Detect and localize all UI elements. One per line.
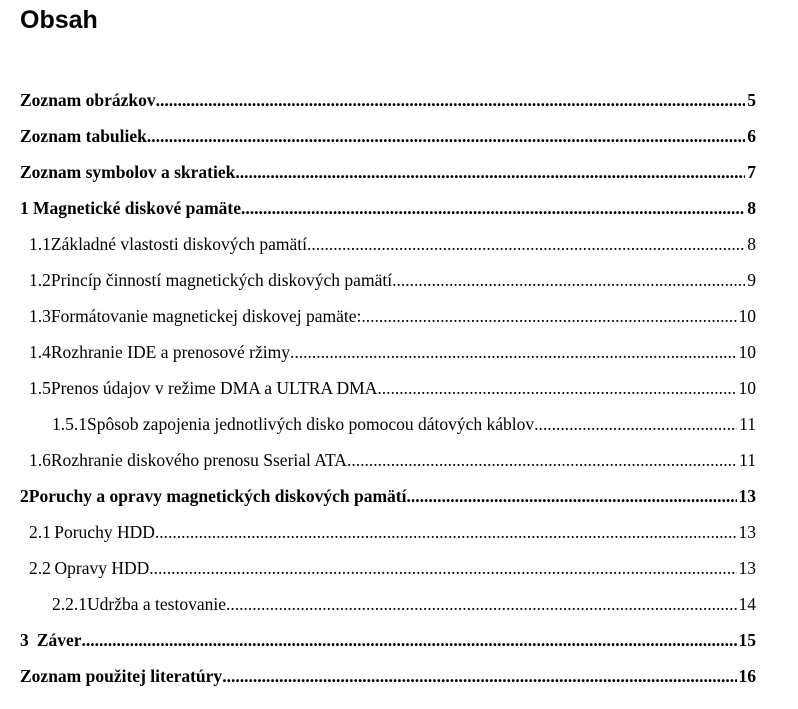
toc-entry-text: Poruchy HDD [54, 522, 155, 542]
toc-entry-text: Poruchy a opravy magnetických diskových pamätí. [28, 486, 411, 506]
toc-page-number: 10 [738, 378, 756, 398]
toc-entry-number: 2 [20, 486, 29, 506]
toc-entry-number: 2.1 [29, 522, 51, 542]
toc-entry-text: Zoznam obrázkov [20, 90, 156, 110]
toc-entry-text: Rozhranie diskového prenosu Sserial ATA [50, 450, 347, 470]
toc-entry-number: 2.2.1 [52, 594, 87, 614]
toc-leader [361, 303, 736, 329]
toc-leader [235, 159, 745, 185]
toc-entry-1-1[interactable] [0, 231, 798, 257]
toc-entry-list-of-tables[interactable] [0, 123, 798, 149]
toc-page-number: 13 [738, 522, 756, 542]
toc-entry-2-1[interactable] [0, 519, 798, 545]
toc-page-number: 8 [747, 198, 756, 218]
toc-entry-text: Záver [36, 630, 82, 650]
toc-leader [307, 231, 745, 257]
toc-leader [147, 123, 745, 149]
toc-entry-text: Prenos údajov v režime DMA a ULTRA DMA [50, 378, 378, 398]
toc-page-number: 15 [738, 630, 756, 650]
toc-page-number: 11 [739, 450, 756, 470]
toc-entry-number: 1.3 [29, 306, 51, 326]
toc-leader [156, 87, 746, 113]
toc-entry-text: Magnetické diskové pamäte [32, 198, 241, 218]
toc-entry-text: Opravy HDD [54, 558, 150, 578]
toc-leader [82, 627, 737, 653]
toc-entry-chapter-2[interactable] [0, 483, 798, 509]
toc-entry-list-of-symbols[interactable] [0, 159, 798, 185]
toc-entry-text: Zoznam tabuliek [20, 126, 147, 146]
toc-entry-number: 1.2 [29, 270, 51, 290]
toc-entry-number: 1.4 [29, 342, 51, 362]
toc-leader [226, 591, 737, 617]
toc-page-number: 8 [747, 234, 756, 254]
toc-entry-text: Zoznam symbolov a skratiek [20, 162, 236, 182]
toc-entry-number: 1.5.1 [52, 414, 87, 434]
toc-leader [392, 267, 745, 293]
toc-page-number: 5 [747, 90, 756, 110]
toc-entry-1-5-1[interactable] [0, 411, 798, 437]
toc-page-number: 10 [738, 306, 756, 326]
toc-leader [534, 411, 737, 437]
toc-entry-chapter-1[interactable] [0, 195, 798, 221]
toc-leader [241, 195, 745, 221]
toc-entry-text: Udržba a testovanie [87, 594, 226, 614]
toc-page-number: 9 [747, 270, 756, 290]
toc-leader [222, 663, 736, 689]
toc-entry-chapter-3[interactable] [0, 627, 798, 653]
toc-entry-text: Zoznam použitej literatúry [20, 666, 223, 686]
toc-entry-list-of-figures[interactable] [0, 87, 798, 113]
toc-entry-bibliography[interactable] [0, 663, 798, 689]
toc-leader [411, 483, 737, 509]
page-title: Obsah [20, 6, 98, 34]
toc-entry-2-2[interactable] [0, 555, 798, 581]
toc-page-number: 13 [738, 558, 756, 578]
toc-leader [290, 339, 737, 365]
toc-entry-1-3[interactable] [0, 303, 798, 329]
toc-page-number: 16 [738, 666, 756, 686]
toc-entry-number: 2.2 [29, 558, 51, 578]
toc-entry-text: Princíp činností magnetických diskových pamätí [50, 270, 393, 290]
toc-entry-text: Formátovanie magnetickej diskovej pamäte: [50, 306, 362, 326]
toc-leader [149, 555, 736, 581]
toc-page-number: 6 [747, 126, 756, 146]
toc-entry-1-5[interactable] [0, 375, 798, 401]
toc-entry-text: Rozhranie IDE a prenosové ržimy [50, 342, 290, 362]
toc-entry-number: 1.1 [29, 234, 51, 254]
toc-page-number: 11 [739, 414, 756, 434]
toc-page-number: 7 [747, 162, 756, 182]
toc-page-number: 13 [738, 486, 756, 506]
toc-entry-1-6[interactable] [0, 447, 798, 473]
toc-leader [377, 375, 736, 401]
toc-entry-number: 3 [20, 630, 29, 650]
toc-page-number: 14 [738, 594, 756, 614]
toc-entry-number: 1 [20, 198, 29, 218]
toc-entry-1-2[interactable] [0, 267, 798, 293]
toc-page-number: 10 [738, 342, 756, 362]
toc-entry-number: 1.6 [29, 450, 51, 470]
toc-entry-text: Spôsob zapojenia jednotlivých disko pomocou dátových káblov [87, 414, 535, 434]
toc-entry-text: Základné vlastosti diskových pamätí [50, 234, 308, 254]
toc-leader [155, 519, 737, 545]
toc-entry-number: 1.5 [29, 378, 51, 398]
toc-entry-1-4[interactable] [0, 339, 798, 365]
toc-entry-2-2-1[interactable] [0, 591, 798, 617]
toc-leader [347, 447, 737, 473]
